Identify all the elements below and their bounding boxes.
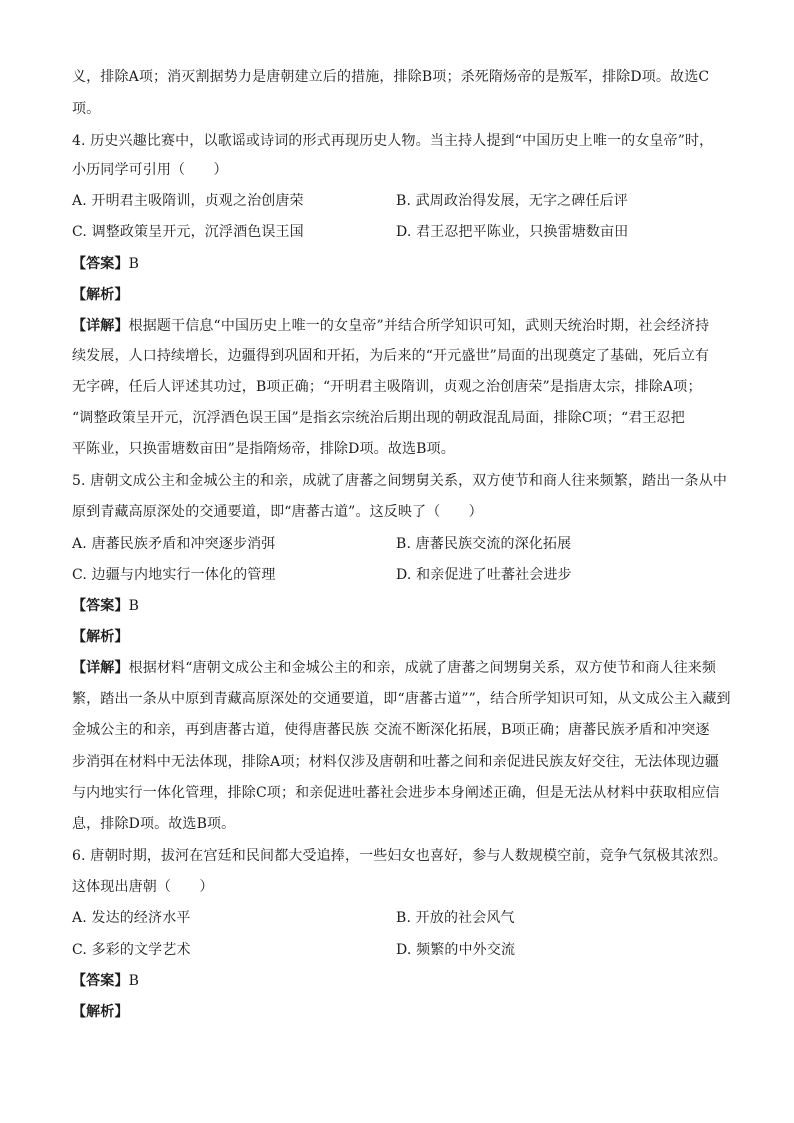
question-4-stem: 小历同学可引用（ ）	[72, 162, 228, 178]
question-4-option-a: A. 开明君主吸隋训，贞观之治创唐荣	[72, 193, 304, 209]
question-5-detail: 繁，踏出一条从中原到青藏高原深处的交通要道，即“唐蕃古道””，结合所学知识可知，从文成公主入藏到	[72, 691, 731, 707]
question-5-analysis-label: 【解析】	[72, 629, 129, 645]
question-5-stem: 5. 唐朝文成公主和金城公主的和亲，成就了唐蕃之间甥舅关系，双方使节和商人往来频繁，踏出一条从中	[72, 473, 728, 489]
question-4-detail: 续发展，人口持续增长，边疆得到巩固和开拓，为后来的“开元盛世”局面的出现奠定了基础，死后立有	[72, 348, 710, 364]
text-line: 项。	[72, 101, 101, 117]
answer-value: B	[128, 256, 140, 272]
question-4-option-c: C. 调整政策呈开元，沉浮酒色误王国	[72, 224, 304, 240]
question-5-detail: 步消弭在材料中无法体现，排除A项；材料仅涉及唐朝和吐蕃之间和亲促进民族友好交往，无法体现边疆	[72, 754, 720, 770]
question-6-option-d: D. 频繁的中外交流	[396, 942, 516, 958]
question-4-stem: 4. 历史兴趣比赛中，以歌谣或诗词的形式再现历史人物。当主持人提到“中国历史上唯一的女皇帝”时，	[72, 133, 714, 149]
question-6-answer	[72, 971, 139, 991]
answer-label: 【答案】	[72, 256, 129, 272]
question-4-detail: 平陈业，只换雷塘数亩田”是指隋炀帝，排除D项。故选B项。	[72, 441, 455, 457]
question-5-answer	[72, 596, 139, 616]
detail-text: 根据材料“唐朝文成公主和金城公主的和亲，成就了唐蕃之间甥舅关系，双方使节和商人往来频	[128, 660, 717, 676]
text-line: 义，排除A项；消灭割据势力是唐朝建立后的措施，排除B项；杀死隋炀帝的是叛军，排除D项。故选C	[72, 69, 710, 85]
question-5-detail: 金城公主的和亲，再到唐蕃古道，使得唐蕃民族 交流不断深化拓展，B项正确；唐蕃民族矛盾和冲突逐	[72, 722, 710, 738]
question-4-analysis-label: 【解析】	[72, 287, 129, 303]
question-5-option-c: C. 边疆与内地实行一体化的管理	[72, 567, 276, 583]
answer-label: 【答案】	[72, 973, 129, 989]
question-5-option-b: B. 唐蕃民族交流的深化拓展	[396, 536, 572, 552]
question-4-option-b: B. 武周政治得发展，无字之碑任后评	[396, 193, 628, 209]
question-5-detail	[72, 658, 716, 678]
question-6-stem: 6. 唐朝时期，拔河在宫廷和民间都大受追捧，一些妇女也喜好，参与人数规模空前，竞争气氛极其浓烈。	[72, 848, 728, 864]
question-6-option-a: A. 发达的经济水平	[72, 910, 191, 926]
question-5-stem: 原到青藏高原深处的交通要道，即“唐蕃古道”。这反映了（ ）	[72, 504, 483, 520]
question-6-stem: 这体现出唐朝（ ）	[72, 879, 214, 895]
question-4-option-d: D. 君王忍把平陈业，只换雷塘数亩田	[396, 224, 629, 240]
question-5-detail: 息，排除D项。故选B项。	[72, 816, 236, 832]
question-6-analysis-label: 【解析】	[72, 1004, 129, 1020]
question-4-detail	[72, 316, 709, 336]
detail-text: 根据题干信息“中国历史上唯一的女皇帝”并结合所学知识可知，武则天统治时期，社会经济持	[128, 318, 710, 334]
answer-value: B	[128, 973, 140, 989]
answer-label: 【答案】	[72, 598, 129, 614]
question-5-option-d: D. 和亲促进了吐蕃社会进步	[396, 567, 572, 583]
question-6-option-c: C. 多彩的文学艺术	[72, 942, 191, 958]
question-4-detail: “调整政策呈开元，沉浮酒色误王国”是指玄宗统治后期出现的朝政混乱局面，排除C项；“君王忍把	[72, 410, 685, 426]
detail-label: 【详解】	[72, 318, 129, 334]
question-6-option-b: B. 开放的社会风气	[396, 910, 515, 926]
question-4-detail: 无字碑，任后人评述其功过，B项正确；“开明君主吸隋训，贞观之治创唐荣”是指唐太宗，排除A项；	[72, 379, 702, 395]
question-5-option-a: A. 唐蕃民族矛盾和冲突逐步消弭	[72, 536, 276, 552]
answer-value: B	[128, 598, 140, 614]
detail-label: 【详解】	[72, 660, 129, 676]
question-5-detail: 与内地实行一体化管理，排除C项；和亲促进吐蕃社会进步本身阐述正确，但是无法从材料中获取相应信	[72, 785, 720, 801]
question-4-answer	[72, 254, 139, 274]
